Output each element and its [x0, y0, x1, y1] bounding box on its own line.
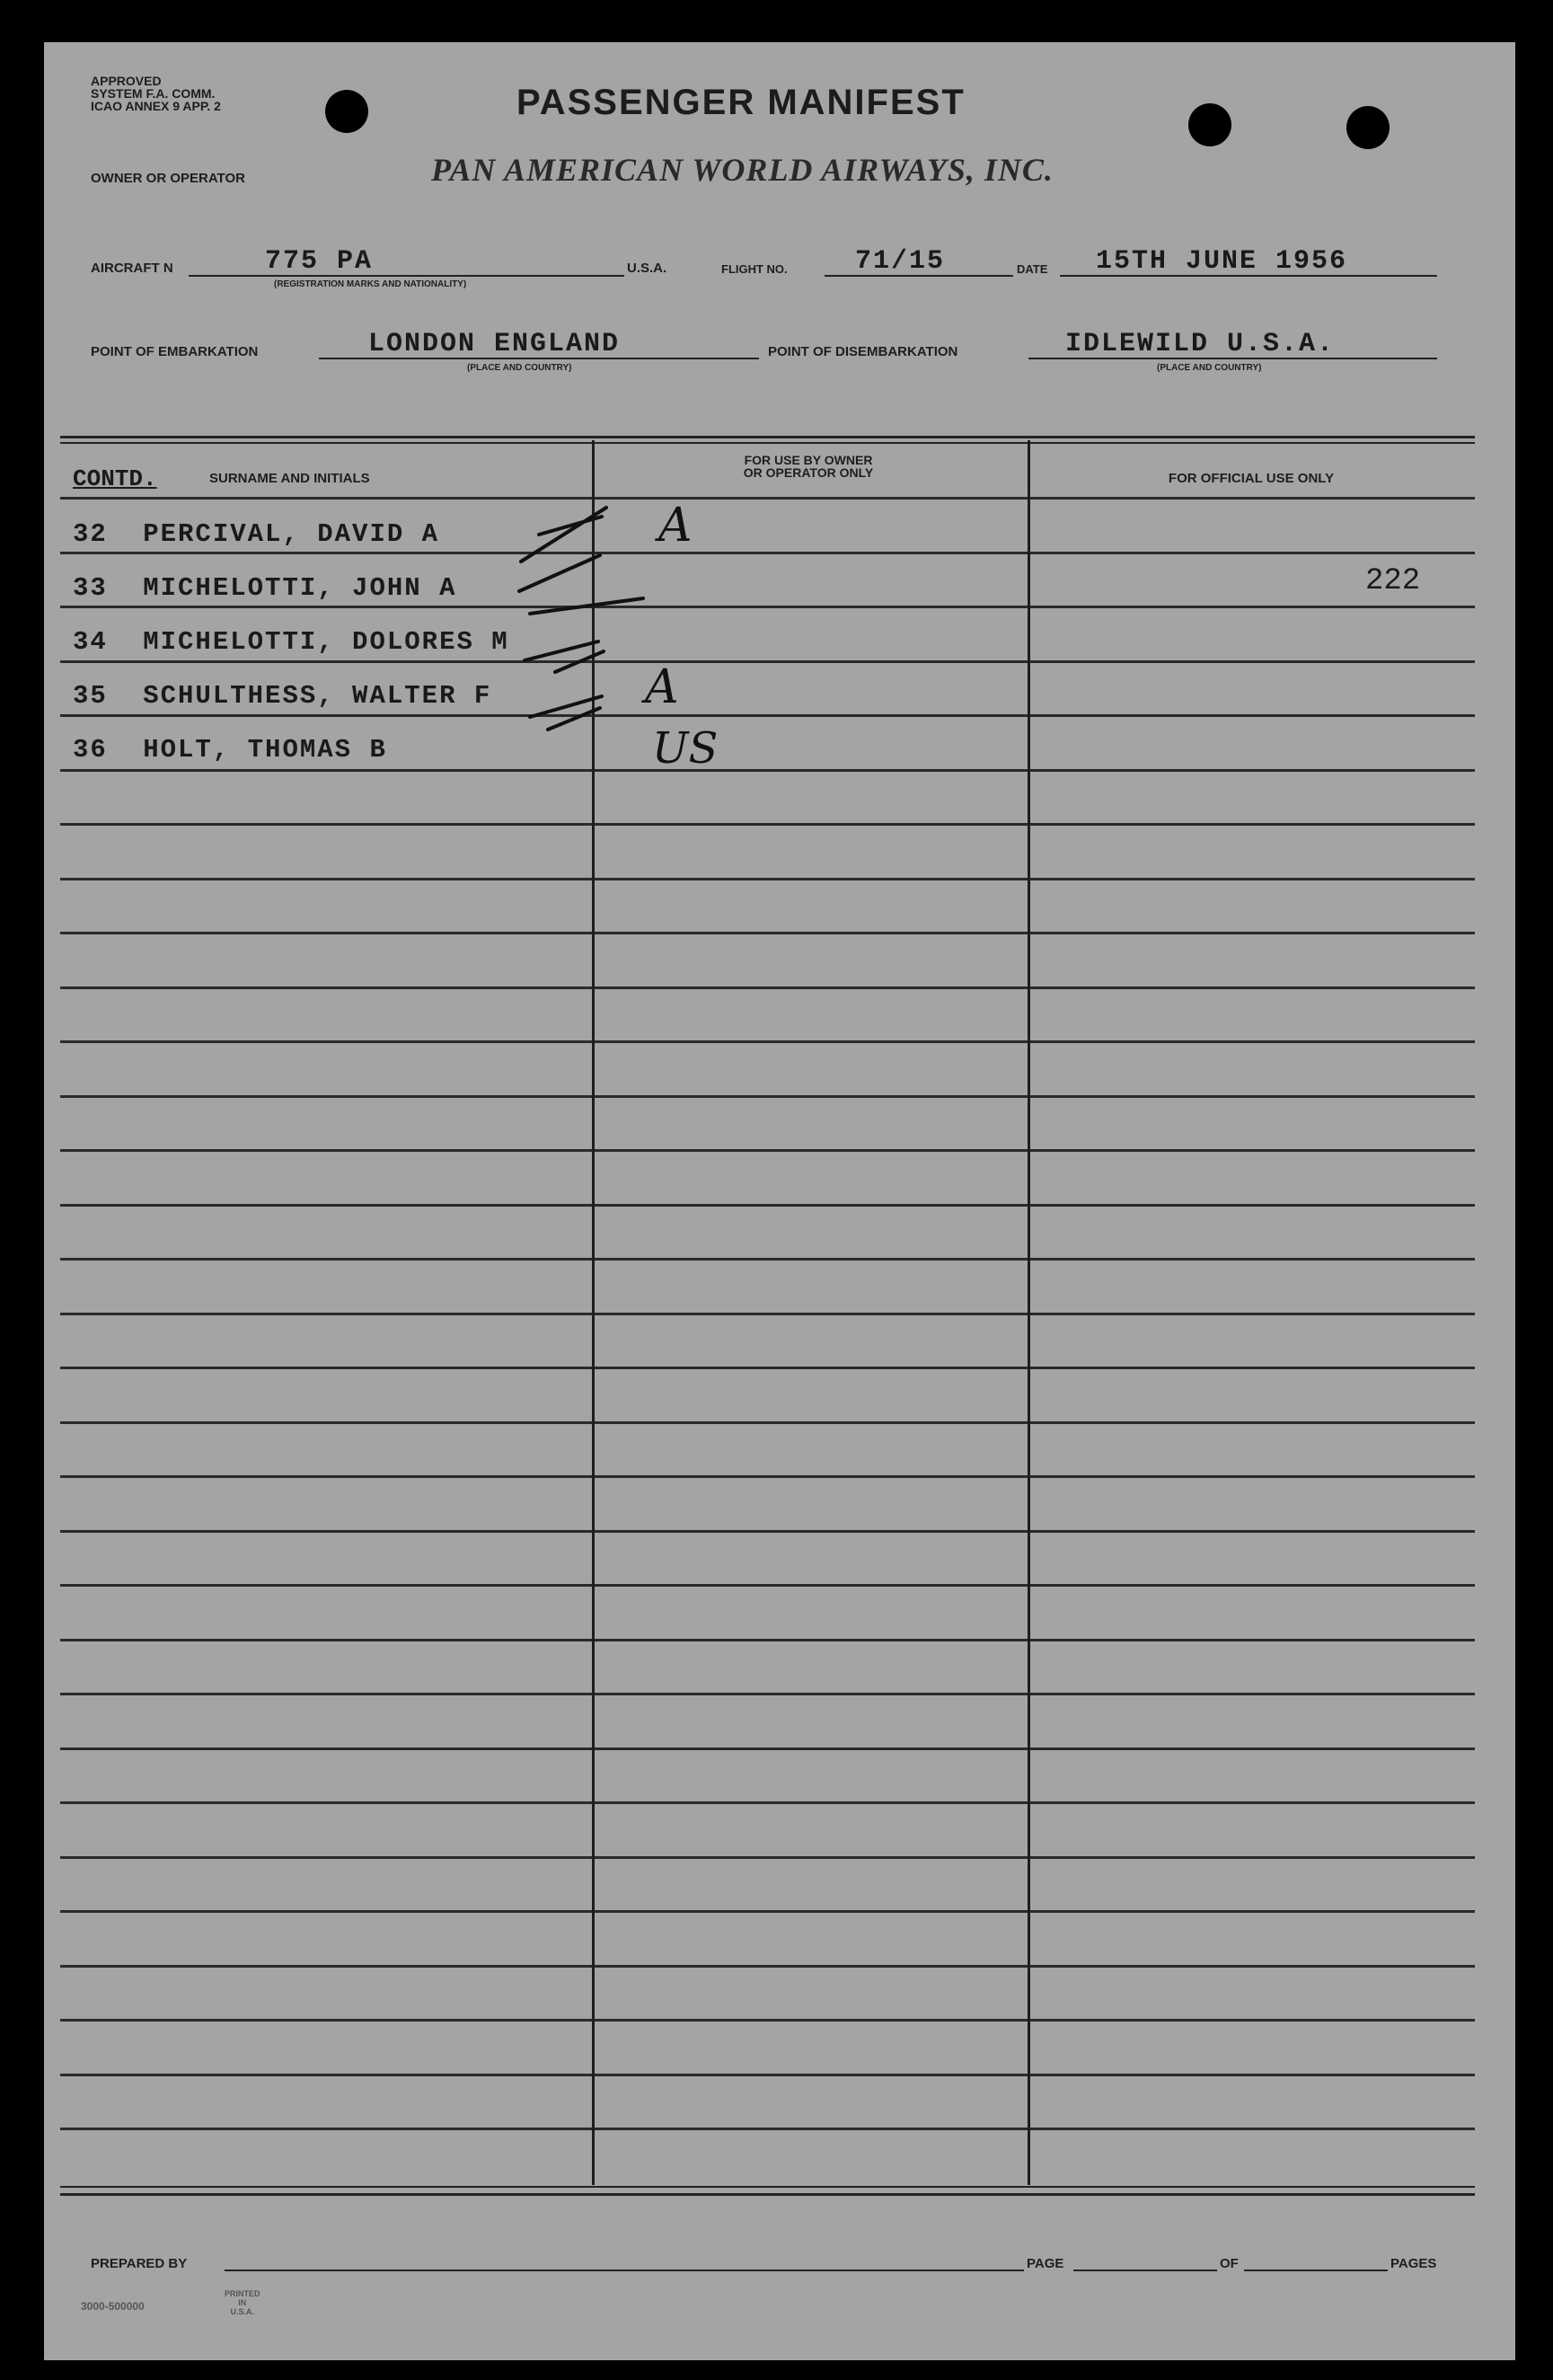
handwritten-check-marks	[503, 494, 665, 764]
approval-line: APPROVED	[91, 74, 162, 88]
owner-mark: A	[658, 499, 693, 553]
passenger-name: PERCIVAL, DAVID A	[143, 519, 440, 549]
form-title: PASSENGER MANIFEST	[516, 83, 966, 122]
table-rule-line	[60, 1475, 1475, 1478]
table-rule-line	[60, 606, 1475, 608]
passenger-name: HOLT, THOMAS B	[143, 735, 387, 765]
table-rule-line	[60, 2128, 1475, 2130]
printed-line: U.S.A.	[230, 2307, 255, 2316]
table-rule-line	[60, 1584, 1475, 1587]
table-rule-line	[60, 497, 1475, 500]
surname-header: SURNAME AND INITIALS	[209, 471, 370, 486]
passenger-number: 32	[73, 519, 108, 549]
check-stroke	[555, 651, 604, 672]
printed-line: IN	[238, 2298, 247, 2307]
table-rule-line	[60, 660, 1475, 663]
table-top-rule	[60, 436, 1475, 438]
disembark-label: POINT OF DISEMBARKATION	[768, 344, 958, 359]
passenger-name: MICHELOTTI, JOHN A	[143, 573, 457, 603]
flight-value: 71/15	[855, 246, 946, 277]
table-rule-line	[60, 1965, 1475, 1968]
passenger-row	[73, 519, 439, 549]
table-rule-line	[60, 1421, 1475, 1424]
operator-name: PAN AMERICAN WORLD AIRWAYS, INC.	[431, 152, 1054, 188]
table-rule-line	[60, 1095, 1475, 1098]
column-divider	[1028, 440, 1030, 2185]
punch-hole	[1188, 103, 1231, 146]
table-rule-line	[60, 769, 1475, 772]
owner-use-line: OR OPERATOR ONLY	[743, 465, 874, 480]
check-stroke	[519, 555, 600, 591]
table-rule-line	[60, 823, 1475, 826]
owner-use-line: FOR USE BY OWNER	[744, 453, 873, 467]
table-rule-line	[60, 1639, 1475, 1641]
table-rule-line	[60, 932, 1475, 934]
table-rule-line	[60, 1204, 1475, 1207]
form-number: 3000-500000	[81, 2300, 145, 2313]
passenger-number: 33	[73, 573, 108, 603]
prepared-label: PREPARED BY	[91, 2256, 188, 2271]
passenger-row	[73, 681, 491, 711]
punch-hole	[325, 90, 368, 133]
table-rule-line	[60, 1149, 1475, 1152]
owner-use-header	[597, 454, 1019, 479]
table-rule-line	[60, 1910, 1475, 1913]
owner-label: OWNER OR OPERATOR	[91, 171, 245, 186]
table-rule-line	[60, 1693, 1475, 1695]
aircraft-value: 775 PA	[265, 246, 374, 277]
check-stroke	[530, 598, 643, 614]
official-note: 222	[1365, 564, 1421, 598]
passenger-name: SCHULTHESS, WALTER F	[143, 681, 492, 711]
page-label: PAGE	[1027, 2256, 1064, 2271]
date-value: 15TH JUNE 1956	[1096, 246, 1348, 277]
manifest-form	[44, 42, 1515, 2360]
official-use-header: FOR OFFICIAL USE ONLY	[1168, 471, 1335, 486]
embark-caption: (PLACE AND COUNTRY)	[467, 363, 572, 373]
owner-mark: A	[645, 660, 679, 714]
owner-mark: US	[652, 723, 719, 774]
table-rule-line	[60, 2074, 1475, 2076]
passenger-row	[73, 735, 387, 765]
disembark-caption: (PLACE AND COUNTRY)	[1157, 363, 1262, 373]
printed-line: PRINTED	[225, 2289, 260, 2298]
pages-label: PAGES	[1390, 2256, 1437, 2271]
usa-label: U.S.A.	[627, 261, 667, 276]
table-rule-line	[60, 1040, 1475, 1043]
approval-line: SYSTEM F.A. COMM.	[91, 86, 216, 101]
table-rule-line	[60, 1856, 1475, 1859]
table-rule-line	[60, 1530, 1475, 1533]
passenger-name: MICHELOTTI, DOLORES M	[143, 627, 509, 657]
passenger-number: 35	[73, 681, 108, 711]
table-rule-line	[60, 714, 1475, 717]
date-label: DATE	[1017, 262, 1048, 276]
table-rule-line	[60, 2019, 1475, 2022]
contd-label: CONTD.	[73, 465, 157, 492]
embark-label: POINT OF EMBARKATION	[91, 344, 259, 359]
table-rule-line	[60, 1313, 1475, 1315]
disembark-value: IDLEWILD U.S.A.	[1065, 329, 1336, 359]
check-stroke	[530, 696, 602, 717]
table-rule-line	[60, 878, 1475, 880]
registration-caption: (REGISTRATION MARKS AND NATIONALITY)	[274, 279, 467, 289]
aircraft-label: AIRCRAFT N	[91, 261, 173, 276]
flight-label: FLIGHT NO.	[721, 262, 788, 276]
approval-line: ICAO ANNEX 9 APP. 2	[91, 99, 221, 113]
of-label: OF	[1220, 2256, 1239, 2271]
table-rule-line	[60, 1801, 1475, 1804]
printed-note	[225, 2289, 260, 2316]
passenger-row	[73, 627, 509, 657]
passenger-row	[73, 573, 456, 603]
table-bottom-rule	[60, 2186, 1475, 2188]
table-rule-line	[60, 1747, 1475, 1750]
punch-hole	[1346, 106, 1390, 149]
table-rule-line	[60, 987, 1475, 989]
table-rule-line	[60, 1367, 1475, 1369]
table-rule-line	[60, 1258, 1475, 1261]
passenger-number: 34	[73, 627, 108, 657]
passenger-number: 36	[73, 735, 108, 765]
check-stroke	[521, 508, 606, 562]
embark-value: LONDON ENGLAND	[368, 329, 621, 359]
table-rule-line	[60, 552, 1475, 554]
approval-block	[91, 75, 221, 112]
